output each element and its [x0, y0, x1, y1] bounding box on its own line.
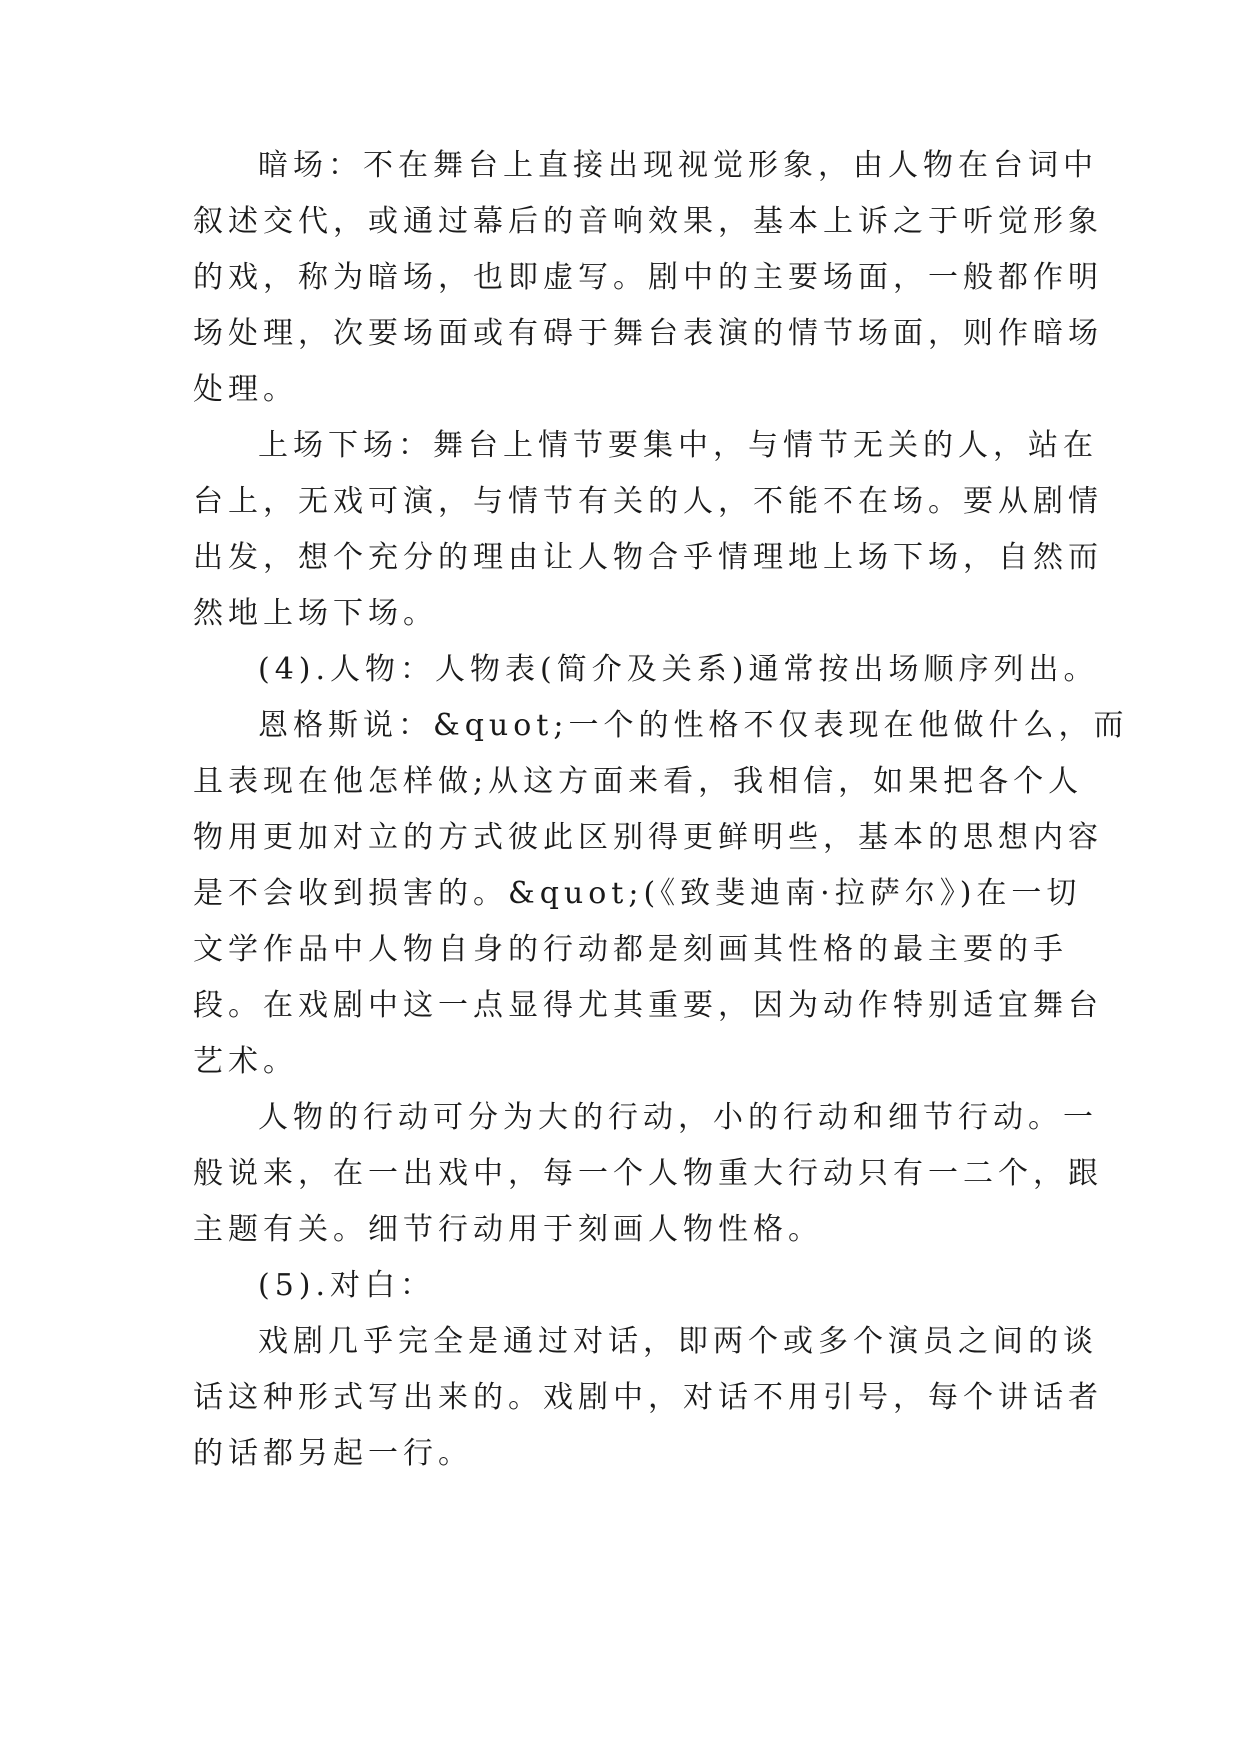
text-line: 文学作品中人物自身的行动都是刻画其性格的最主要的手	[193, 932, 1068, 967]
text-line: 上场下场：舞台上情节要集中，与情节无关的人，站在	[258, 428, 1098, 463]
text-line: 场处理，次要场面或有碍于舞台表演的情节场面，则作暗场	[193, 316, 1103, 351]
text-line: 人物的行动可分为大的行动，小的行动和细节行动。一	[258, 1100, 1098, 1135]
text-line: 话这种形式写出来的。戏剧中，对话不用引号，每个讲话者	[193, 1380, 1103, 1415]
text-line: 叙述交代，或通过幕后的音响效果，基本上诉之于听觉形象	[193, 204, 1103, 239]
text-line: 戏剧几乎完全是通过对话，即两个或多个演员之间的谈	[258, 1324, 1098, 1359]
text-line: 物用更加对立的方式彼此区别得更鲜明些，基本的思想内容	[193, 820, 1103, 855]
text-line: 的话都另起一行。	[193, 1436, 473, 1471]
text-line: (5).对白：	[258, 1268, 436, 1303]
text-line: 是不会收到损害的。&quot;(《致斐迪南·拉萨尔》)在一切	[193, 876, 1082, 911]
text-line: 艺术。	[193, 1044, 298, 1079]
text-line: 暗场：不在舞台上直接出现视觉形象，由人物在台词中	[258, 148, 1098, 183]
text-line: 恩格斯说：&quot;一个的性格不仅表现在他做什么，而	[258, 708, 1129, 743]
text-line: (4).人物：人物表(简介及关系)通常按出场顺序列出。	[258, 652, 1099, 687]
text-line: 且表现在他怎样做;从这方面来看，我相信，如果把各个人	[193, 764, 1084, 799]
text-line: 的戏，称为暗场，也即虚写。剧中的主要场面，一般都作明	[193, 260, 1103, 295]
text-line: 处理。	[193, 372, 298, 407]
text-line: 段。在戏剧中这一点显得尤其重要，因为动作特别适宜舞台	[193, 988, 1103, 1023]
text-line: 出发，想个充分的理由让人物合乎情理地上场下场，自然而	[193, 540, 1103, 575]
text-line: 般说来，在一出戏中，每一个人物重大行动只有一二个，跟	[193, 1156, 1103, 1191]
text-line: 主题有关。细节行动用于刻画人物性格。	[193, 1212, 823, 1247]
text-line: 然地上场下场。	[193, 596, 438, 631]
text-line: 台上，无戏可演，与情节有关的人，不能不在场。要从剧情	[193, 484, 1103, 519]
